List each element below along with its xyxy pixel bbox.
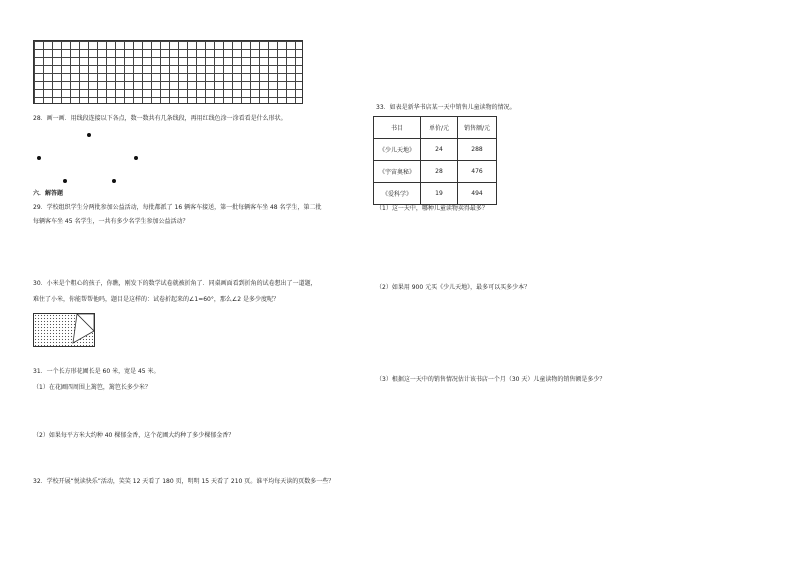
question-29-line1: 29．学校组织学生分两批参加公益活动，每批都派了 16 辆客车接送，第一批每辆客车坐 48 名学生，第二批 <box>33 204 322 211</box>
question-33-part3: （3）根据这一天中的销售情况估计该书店一个月（30 天）儿童读物的销售额是多少？ <box>376 376 606 383</box>
table-cell: 494 <box>458 183 497 205</box>
table-row <box>374 161 497 183</box>
sales-table <box>373 116 497 205</box>
question-33-part2: （2）如果用 900 元买《少儿天地》，最多可以买多少本？ <box>376 284 531 291</box>
table-cell: 476 <box>458 161 497 183</box>
question-31-part1: （1）在花圃四周围上篱笆，篱笆长多少米？ <box>33 384 151 391</box>
point-dot <box>63 179 67 183</box>
question-31-part2: （2）如果每平方米大约种 40 棵郁金香，这个花圃大约种了多少棵郁金香？ <box>33 432 235 439</box>
table-header-row <box>374 117 497 139</box>
question-30-line2: 难住了小米，你能帮帮他吗，题目是这样的：试卷折起来的∠1=60°，那么∠2 是多少度呢？ <box>33 296 279 303</box>
question-33-part1: （1）这一天中，哪种儿童读物卖得最多？ <box>376 205 488 212</box>
question-29-line2: 每辆客车坐 45 名学生，一共有多少名学生参加公益活动？ <box>33 218 189 225</box>
folded-paper-figure <box>33 313 95 347</box>
question-33: 33．如表是新华书店某一天中销售儿童读物的情况。 <box>376 104 516 111</box>
table-header: 书目 <box>374 117 421 139</box>
question-32: 32．学校开展“悦读快乐”活动，笑笑 12 天看了 180 页，明明 15 天看了 210 页。谁平均每天读的页数多一些？ <box>33 478 335 485</box>
point-dot <box>134 156 138 160</box>
question-28: 28．画一画．用线段连接以下各点，数一数共有几条线段，再用红线色涂一涂看看是什么形状。 <box>33 115 287 122</box>
point-dot <box>112 179 116 183</box>
table-header: 销售额/元 <box>458 117 497 139</box>
table-cell: 28 <box>421 161 458 183</box>
table-row <box>374 139 497 161</box>
fold-corner-icon <box>33 313 95 347</box>
table-cell: 《爱科学》 <box>374 183 421 205</box>
table-cell: 288 <box>458 139 497 161</box>
table-cell: 19 <box>421 183 458 205</box>
square-grid <box>33 40 303 104</box>
point-dot <box>37 156 41 160</box>
table-row <box>374 183 497 205</box>
table-cell: 《宇宙奥秘》 <box>374 161 421 183</box>
question-31: 31．一个长方形花圃长是 60 米，宽是 45 米。 <box>33 368 160 375</box>
point-dot <box>87 133 91 137</box>
table-header: 单价/元 <box>421 117 458 139</box>
table-cell: 《少儿天地》 <box>374 139 421 161</box>
question-30-line1: 30．小米是个粗心的孩子，你瞧，刚发下的数学试卷就被折角了．同桌画面看到折角的试卷想出了一道题， <box>33 280 317 287</box>
table-cell: 24 <box>421 139 458 161</box>
section-heading: 六．解答题 <box>33 190 64 197</box>
